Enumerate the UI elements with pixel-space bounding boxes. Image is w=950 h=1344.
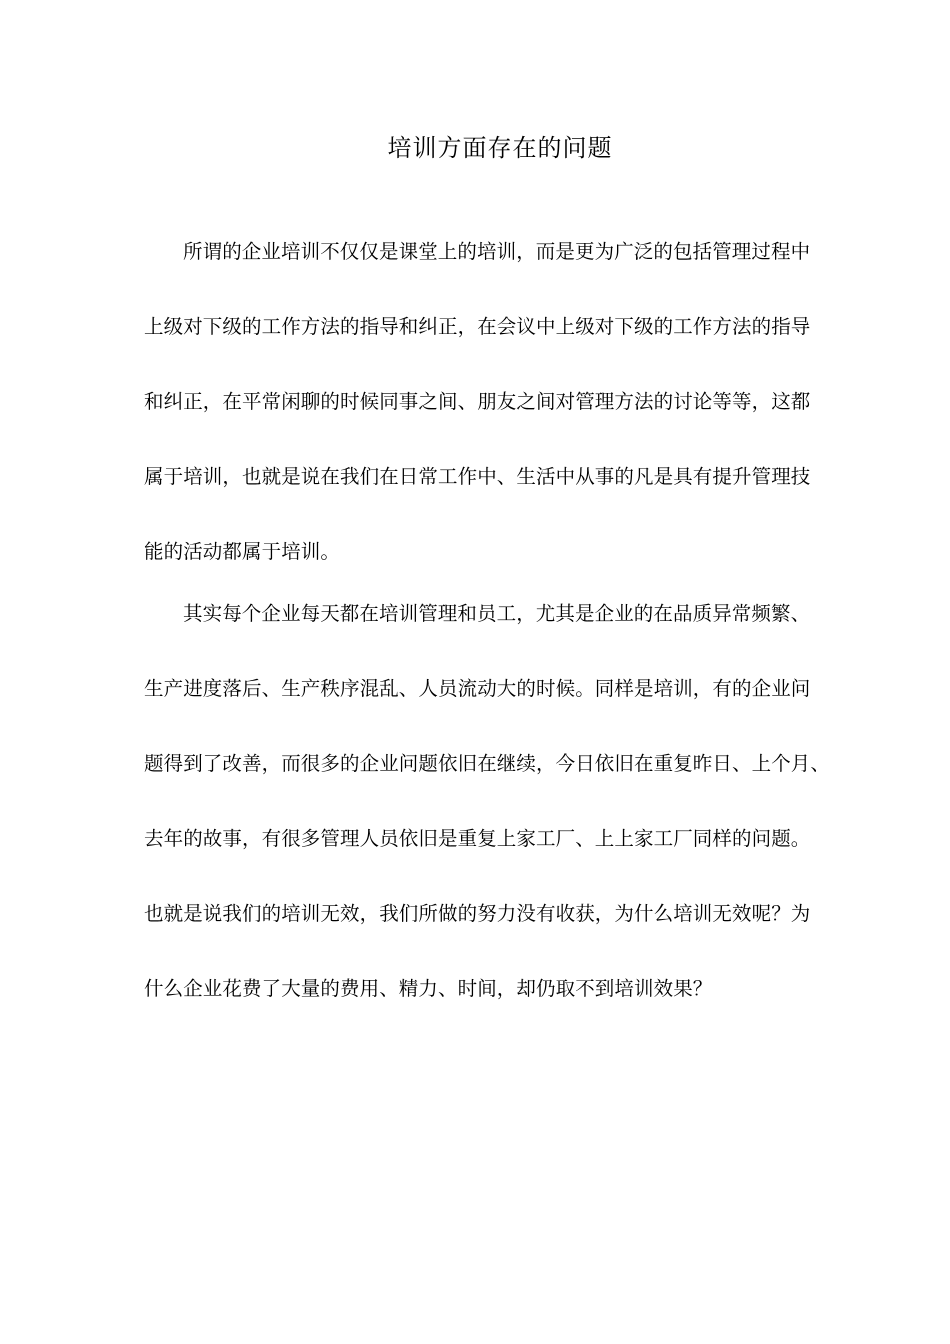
paragraph-2-line-1: 其实每个企业每天都在培训管理和员工，尤其是企业的在品质异常频繁、 [183,602,811,625]
paragraph-2-line-2: 生产进度落后、生产秩序混乱、人员流动大的时候。同样是培训，有的企业问 [144,677,811,700]
paragraph-1-line-2: 上级对下级的工作方法的指导和纠正，在会议中上级对下级的工作方法的指导 [144,315,811,338]
paragraph-1-line-3: 和纠正，在平常闲聊的时候同事之间、朋友之间对管理方法的讨论等等，这都 [144,390,811,413]
paragraph-1-line-5: 能的活动都属于培训。 [144,540,341,563]
document-body [144,234,831,1046]
paragraph-2-line-3: 题得到了改善，而很多的企业问题依旧在继续，今日依旧在重复昨日、上个月、 [144,752,831,775]
document-title: 培训方面存在的问题 [387,134,613,162]
paragraph-1-line-1: 所谓的企业培训不仅仅是课堂上的培训，而是更为广泛的包括管理过程中 [183,240,811,263]
paragraph-2-line-6: 什么企业花费了大量的费用、精力、时间，却仍取不到培训效果？ [144,977,713,1000]
paragraph-1-line-4: 属于培训，也就是说在我们在日常工作中、生活中从事的凡是具有提升管理技 [144,465,811,488]
paragraph-2-line-4: 去年的故事，有很多管理人员依旧是重复上家工厂、上上家工厂同样的问题。 [144,827,811,850]
paragraph-2-line-5: 也就是说我们的培训无效，我们所做的努力没有收获，为什么培训无效呢？为 [144,902,811,925]
